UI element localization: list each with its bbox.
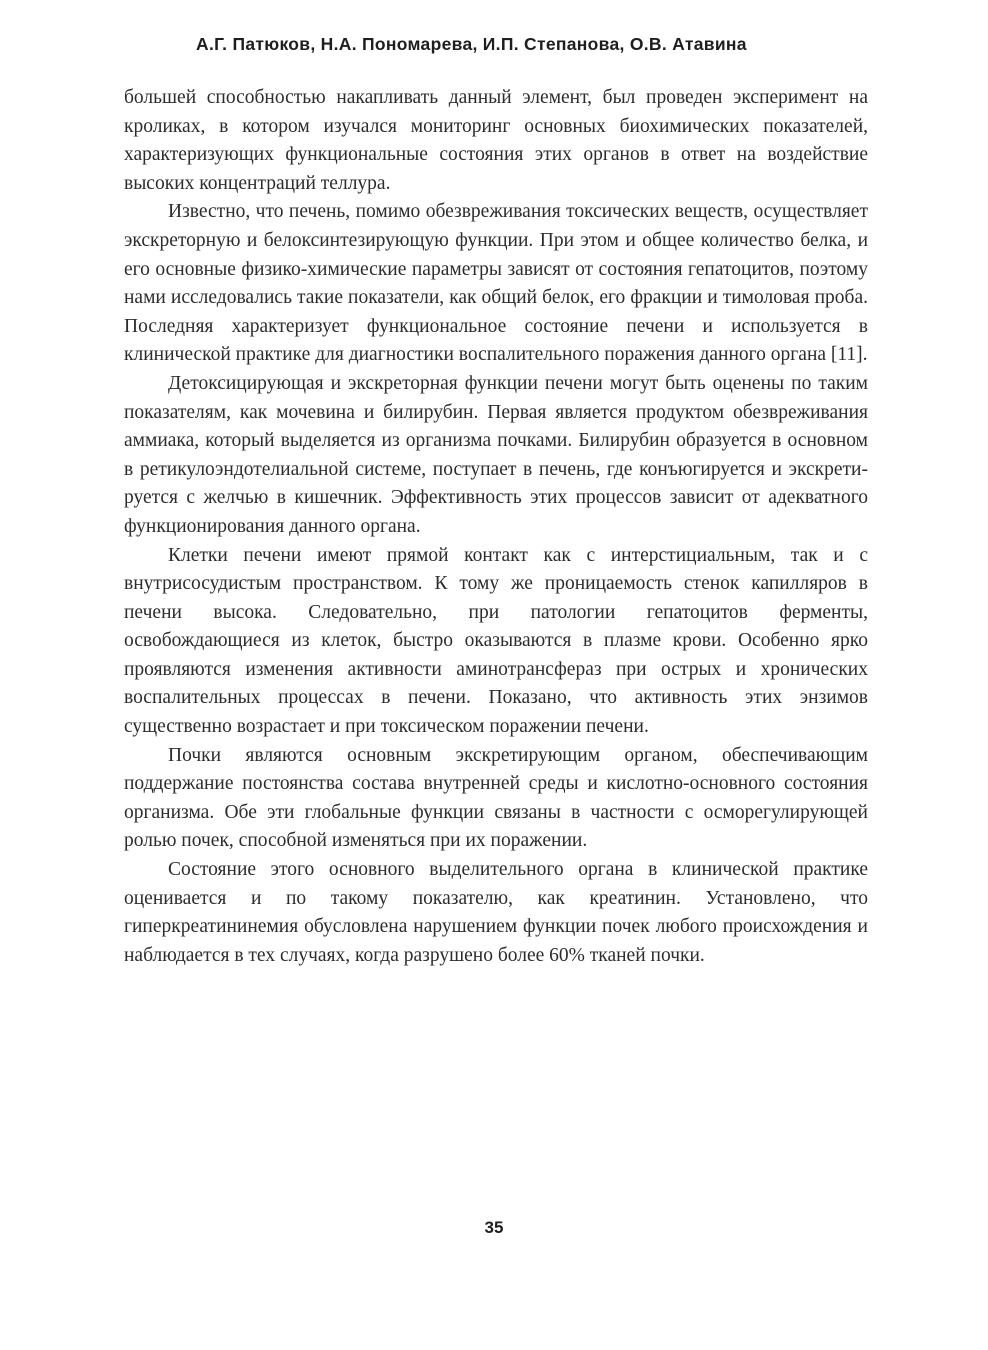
body-text xyxy=(124,84,868,970)
paragraph-creatinine: Состояние этого основного выделительного органа в клинической практике оценивается и по такому показателю, как креатинин. Установлено, что гиперкреатининемия обусловлена нарушением функции почек любого происхождения и наблюдается в тех случаях, когда разрушено более 60% тканей почки. xyxy=(124,859,868,966)
running-header-authors: А.Г. Патюков, Н.А. Пономарева, И.П. Степанова, О.В. Атавина xyxy=(196,34,747,54)
paragraph-1-continuation: большей способностью накапливать данный элемент, был проведен эксперимент на кроликах, в котором изучался мониторинг основных биохимических показателей, характеризующих функциональные состояния этих органов в ответ на воздействие высоких концентраций теллура. xyxy=(124,87,868,194)
page-number: 35 xyxy=(484,1218,504,1237)
paragraph-detoxification: Детоксицирующая и экскреторная функции печени могут быть оценены по таким показателям, как мочевина и билирубин. Первая является продуктом обезвреживания аммиака, который выделяется из организма почками. Билирубин образуется в основном в ретикулоэндотелиальной системе, поступает в печень, где конъюгируется и экскретируется с желчью в кишечник. Эффективность этих процессов зависит от адекватного функционирования данного органа. xyxy=(124,372,868,537)
paragraph-liver-cells: Клетки печени имеют прямой контакт как с интерстициальным, так и с внутрисосудистым пространством. К тому же проницаемость стенок капилляров в печени высока. Следовательно, при патологии гепатоцитов ферменты, освобождающиеся из клеток, быстро оказываются в плазме крови. Особенно ярко проявляются изменения активности аминотрансфераз при острых и хронических воспалительных процессах в печени. Показано, что активность этих энзимов существенно возрастает и при токсическом поражении печени. xyxy=(124,544,868,738)
paragraph-liver-functions: Известно, что печень, помимо обезвреживания токсических веществ, осуществляет экскреторную и белоксинтезирующую функции. При этом и общее количество белка, и его основные физико-химические параметры зависят от состояния гепатоцитов, поэтому нами исследовались такие показатели, как общий белок, его фракции и тимоловая проба. Последняя характеризует функциональное состояние печени и используется в клинической практике для диагностики воспалительного поражения данного органа [11]. xyxy=(124,201,868,366)
paragraph-kidneys: Почки являются основным экскретирующим органом, обеспечивающим поддержание постоянства состава внутренней среды и кислотно-основного состояния организма. Обе эти глобальные функции связаны в частности с осморегулирующей ролью почек, способной изменяться при их поражении. xyxy=(124,744,868,852)
